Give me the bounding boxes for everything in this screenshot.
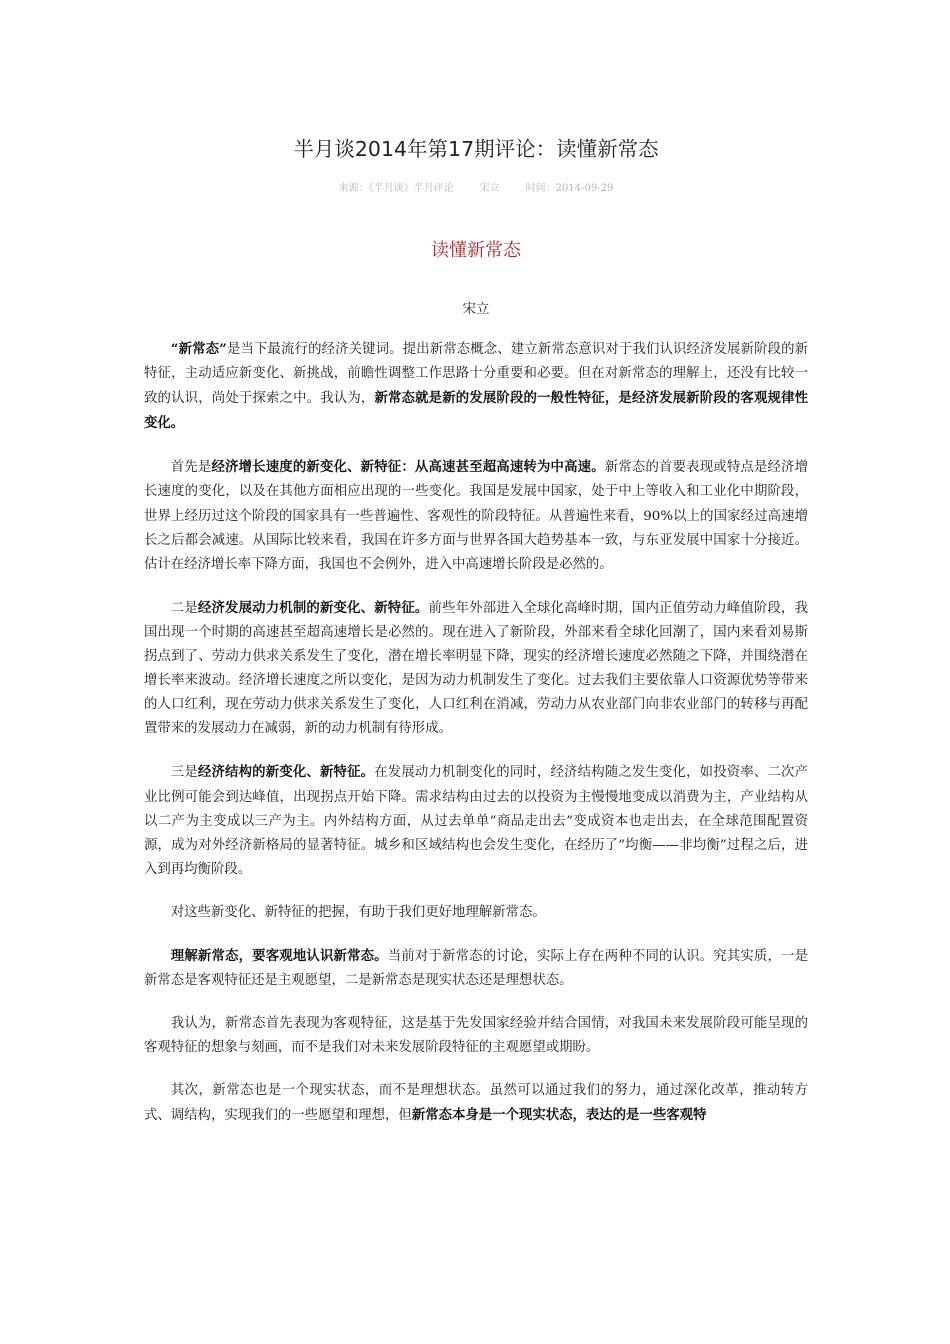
paragraph: [144, 596, 808, 742]
article-meta: [144, 179, 808, 194]
text: 对这些新变化、新特征的把握，有助于我们更好地理解新常态。: [170, 904, 546, 920]
text: 其次，新常态也是一个现实状态，而不是理想状态。虽然可以通过我们的努力，通过深化改革，推动转方式、调结构，实现我们的一些愿望和理想，但: [144, 1083, 808, 1124]
text: 当前对于新常态的讨论，实际上存在两种不同的认识。究其实质，一是新常态是客观特征还是主观愿望，二是新常态是现实状态还是理想状态。: [144, 948, 809, 989]
article-body: [144, 337, 808, 1148]
paragraph: [144, 337, 808, 436]
text: 在发展动力机制变化的同时，经济结构随之发生变化，如投资率、二次产业比例可能会到达峰值，出现拐点开始下降。需求结构由过去的以投资为主慢慢地变成以消费为主，产业结构从以二产为主变成以三产为主。内外结构方面，从过去单单“商品走出去”变成资本也走出去，在全球范围配置资源，成为对外经济新格局的显著特征。城乡和区域结构也会发生变化，在经历了“均衡——非均衡”过程之后，进入到再均衡阶段。: [144, 765, 809, 877]
paragraph: [144, 944, 808, 993]
meta-source: 来源：《半月谈》半月评论: [338, 183, 454, 194]
text: 我认为，新常态首先表现为客观特征，这是基于先发国家经验并结合国情，对我国未来发展阶段可能呈现的客观特征的想象与刻画，而不是我们对未来发展阶段特征的主观愿望或期盼。: [144, 1016, 808, 1056]
text: 新常态的首要表现或特点是经济增长速度的变化，以及在其他方面相应出现的一些变化。我国是发展中国家，处于中上等收入和工业化中期阶段，世界上经历过这个阶段的国家具有一些普遍性、客观性的阶段特征。从普遍性来看，90%以上的国家经过高速增长之后都会减速。从国际比较来看，我国在许多方面与世界各国大趋势基本一致，与东亚发展中国家十分接近。估计在经济增长率下降方面，我国也不会例外，进入中高速增长阶段是必然的。: [144, 460, 809, 572]
bold-text: 经济结构的新变化、新特征。: [197, 764, 375, 781]
bold-text: 新常态本身是一个现实状态，表达的是一些客观特: [411, 1107, 707, 1124]
text: 是当下最流行的经济关键词。提出新常态概念、建立新常态意识对于我们认识经济发展新阶段的新特征，主动适应新变化、新挑战，前瞻性调整工作思路十分重要和必要。但在对新常态的理解上，还没有比较一致的认识，尚处于探索之中。我认为，: [144, 342, 809, 407]
article-headline: 读懂新常态: [431, 240, 521, 261]
bold-text: 经济发展动力机制的新变化、新特征。: [197, 599, 429, 616]
meta-time: 时间：2014-09-29: [525, 183, 614, 194]
bold-text: “新常态”: [170, 341, 227, 357]
paragraph: [144, 1079, 808, 1128]
bold-text: 经济增长速度的新变化、新特征：从高速甚至超高速转为中高速。: [211, 459, 605, 476]
paragraph: [144, 1012, 808, 1060]
bold-text: 新常态就是新的发展阶段的一般性特征，是经济发展新阶段的客观规律性变化。: [144, 390, 809, 432]
text: 首先是: [170, 460, 212, 476]
text: 三是: [170, 765, 198, 781]
text: 二是: [170, 600, 198, 616]
document-title: 半月谈2014年第17期评论：读懂新常态: [293, 137, 659, 161]
meta-author: 宋立: [479, 183, 500, 194]
bold-text: 理解新常态，要客观地认识新常态。: [170, 947, 388, 964]
article-author: 宋立: [462, 301, 490, 317]
paragraph: [144, 455, 808, 576]
paragraph: [144, 901, 808, 925]
paragraph: [144, 760, 808, 881]
text: 前些年外部进入全球化高峰时期，国内正值劳动力峰值阶段，我国出现一个时期的高速甚至超高速增长是必然的。现在进入了新阶段，外部来看全球化回潮了，国内来看刘易斯拐点到了、劳动力供求关系发生了变化，潜在增长率明显下降，现实的经济增长速度必然随之下降，并围绕潜在增长率来波动。经济增长速度之所以变化，是因为动力机制发生了变化。过去我们主要依靠人口资源优势等带来的人口红利，现在劳动力供求关系发生了变化，人口红利在消减，劳动力从农业部门向非农业部门的转移与再配置带来的发展动力在减弱，新的动力机制有待形成。: [144, 600, 809, 737]
